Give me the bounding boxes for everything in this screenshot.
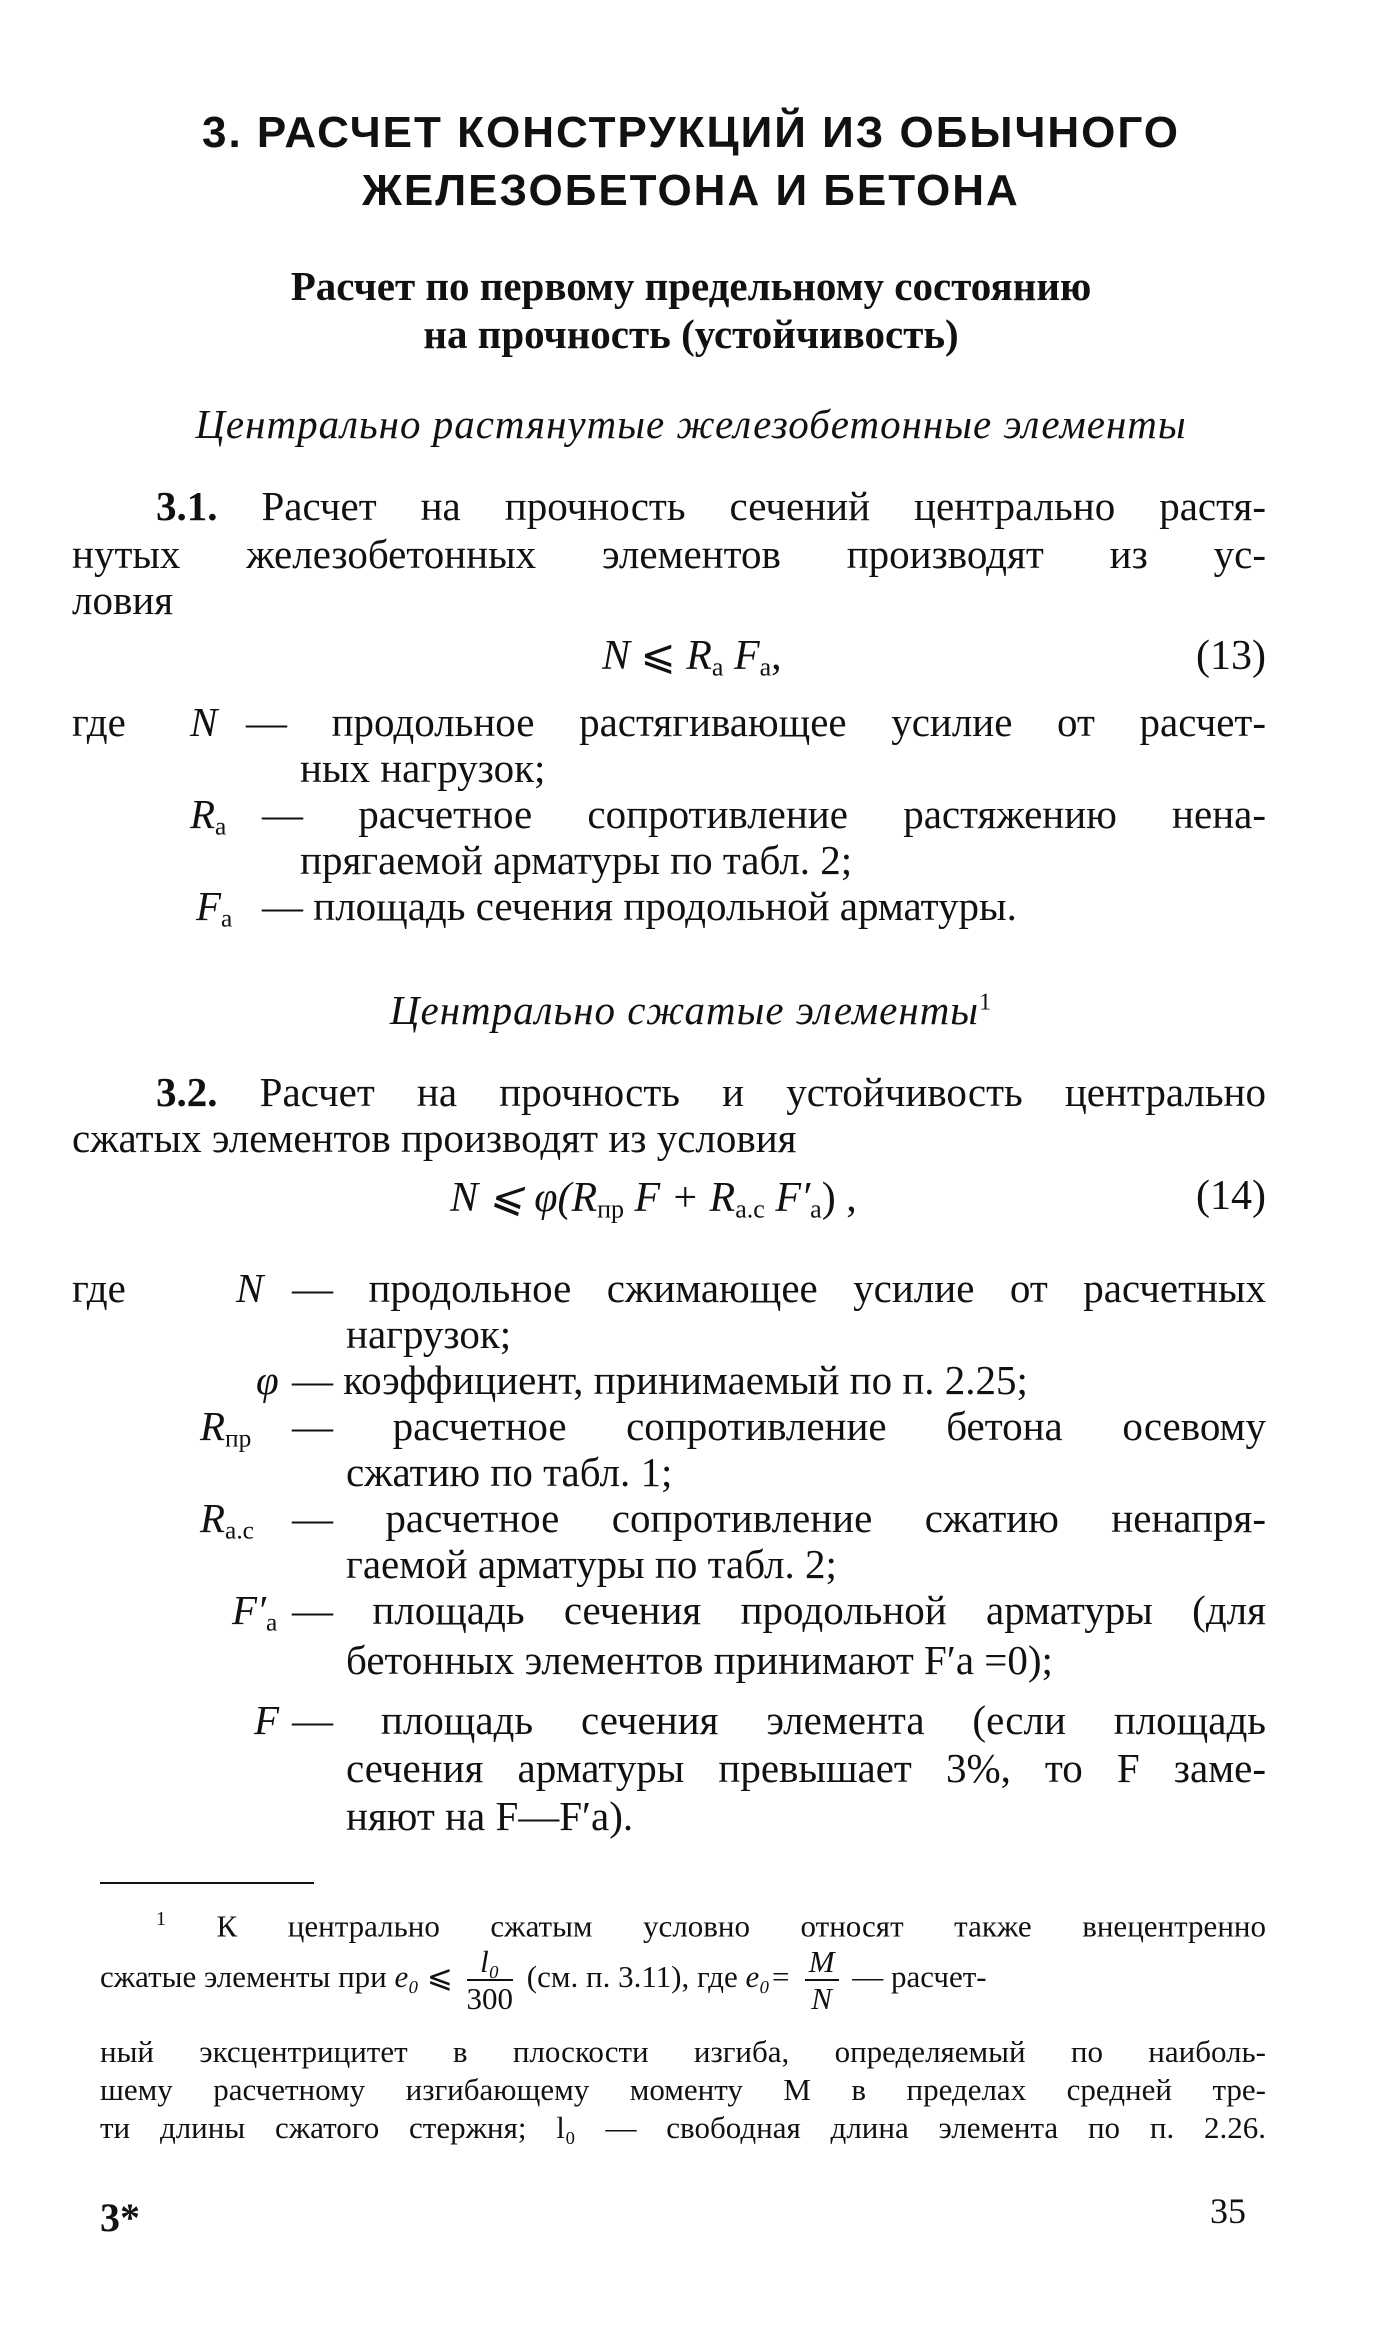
symbol-N: N xyxy=(236,1265,264,1311)
eq-subscript: а.с xyxy=(735,1194,765,1224)
section-title-compression xyxy=(0,986,1382,1034)
footnote-line5: ти длины сжатого стержня; l₀ — свободная длина элемента по п. 2.26. xyxy=(100,2110,1266,2145)
symbol-leq: ⩽ xyxy=(426,1959,453,1995)
fraction-numerator: l₀ xyxy=(467,1946,514,1981)
eq-subscript: пр xyxy=(597,1194,625,1224)
eq-subscript: а xyxy=(711,652,724,682)
def-text: — площадь сечения продольной арматуры. xyxy=(262,883,1017,929)
def-symbol xyxy=(200,1494,254,1545)
fraction-numerator: M xyxy=(805,1946,839,1981)
def-symbol xyxy=(196,882,232,933)
def-text-cont: няют на F—F′а). xyxy=(346,1793,634,1839)
symbol-e0: e₀ xyxy=(394,1959,420,1995)
def-text: — площадь сечения элемента (если площадь xyxy=(292,1697,1266,1743)
page-number: 35 xyxy=(1210,2191,1246,2231)
chapter-title-line1: 3. РАСЧЕТ КОНСТРУКЦИЙ ИЗ ОБЫЧНОГО xyxy=(202,108,1180,157)
def-text: — площадь сечения продольной арматуры (для xyxy=(292,1587,1266,1633)
def-text: — расчетное сопротивление бетона осевому xyxy=(292,1403,1266,1449)
equation-number-14: (14) xyxy=(1196,1173,1266,1219)
paragraph-number: 3.1. xyxy=(156,483,218,529)
paragraph-3-1-line1 xyxy=(156,482,1266,530)
footnote-text: К центрально сжатым условно относят также внецентренно xyxy=(216,1908,1266,1944)
footnote-text: — расчет- xyxy=(852,1959,987,1995)
def-text: — расчетное сопротивление растяжению нена- xyxy=(262,791,1266,837)
equation-13 xyxy=(602,630,782,683)
symbol-e0: e₀= xyxy=(745,1959,791,1995)
paragraph-number: 3.2. xyxy=(156,1069,218,1115)
footnote-line1 xyxy=(156,1908,1266,1944)
def-text: — расчетное сопротивление сжатию ненапря- xyxy=(292,1495,1266,1541)
fraction-denominator: 300 xyxy=(466,1981,514,2016)
footnote-line3: ный эксцентрицитет в плоскости изгиба, определяемый по наиболь- xyxy=(100,2034,1266,2069)
def-text: — продольное растягивающее усилие от расчет- xyxy=(246,699,1266,745)
footnote-text: (см. п. 3.11), где xyxy=(526,1959,738,1995)
subheading-line2: на прочность (устойчивость) xyxy=(423,311,959,357)
def-text-cont: прягаемой арматуры по табл. 2; xyxy=(300,837,853,883)
fraction-denominator: N xyxy=(811,1981,832,2016)
eq-symbol-R: R xyxy=(709,1175,736,1221)
symbol-phi: φ xyxy=(256,1357,279,1403)
eq-symbol-F-prime: F′ xyxy=(775,1175,811,1221)
fraction-l0-300 xyxy=(467,1946,514,2014)
chapter-title-line2: ЖЕЛЕЗОБЕТОНА И БЕТОНА xyxy=(362,166,1020,215)
footnote-mark: 1 xyxy=(156,1908,166,1930)
def-symbol xyxy=(190,790,226,841)
footnote-text: сжатые элементы при xyxy=(100,1959,387,1995)
symbol-N: N xyxy=(190,699,218,745)
fraction-M-N xyxy=(805,1946,839,2014)
eq-punctuation: , xyxy=(771,633,782,679)
symbol-subscript: пр xyxy=(225,1424,252,1453)
def-symbol xyxy=(200,1402,251,1453)
footnote-line2 xyxy=(100,1946,987,2014)
section-title-text: Центрально сжатые элементы xyxy=(389,987,980,1033)
symbol-F: F xyxy=(196,883,222,929)
def-text-cont: ных нагрузок; xyxy=(300,745,546,791)
footnote-line4: шему расчетному изгибающему моменту M в пределах средней тре- xyxy=(100,2072,1266,2107)
subheading-line1: Расчет по первому предельному состоянию xyxy=(290,263,1092,309)
where-label: где xyxy=(72,1265,126,1311)
eq-symbol-F: F + xyxy=(634,1175,700,1221)
symbol-subscript: а xyxy=(266,1608,278,1637)
symbol-F-prime: F′ xyxy=(232,1587,267,1633)
eq-close: ) , xyxy=(821,1175,857,1221)
paragraph-3-2-line1 xyxy=(156,1068,1266,1116)
eq-symbol-N: N xyxy=(602,633,631,679)
def-text: — коэффициент, принимаемый по п. 2.25; xyxy=(292,1357,1028,1403)
eq-symbol-R: R xyxy=(571,1175,598,1221)
def-symbol xyxy=(236,1264,263,1312)
symbol-F: F xyxy=(254,1697,280,1743)
footnote-separator xyxy=(100,1882,314,1884)
def-text-cont: бетонных элементов принимают F′а =0); xyxy=(346,1637,1053,1683)
footnote-reference: 1 xyxy=(979,989,993,1016)
eq-relation: ⩽ xyxy=(640,633,676,679)
paragraph-3-1-line3: ловия xyxy=(72,577,174,623)
def-symbol xyxy=(256,1356,279,1404)
where-label: где xyxy=(72,699,126,745)
eq-left: N ⩽ φ( xyxy=(450,1175,572,1221)
def-text: — продольное сжимающее усилие от расчетных xyxy=(292,1265,1266,1311)
eq-symbol-R: R xyxy=(686,633,712,679)
paragraph-text: Расчет на прочность и устойчивость центрально xyxy=(259,1069,1267,1115)
def-text-cont: нагрузок; xyxy=(346,1311,512,1357)
eq-symbol-F: F xyxy=(733,633,760,679)
def-text-cont: сечения арматуры превышает 3%, то F заме- xyxy=(346,1745,1266,1791)
def-text-cont: гаемой арматуры по табл. 2; xyxy=(346,1541,837,1587)
section-title-tension: Центрально растянутые железобетонные элементы xyxy=(195,401,1187,447)
signature-mark: 3* xyxy=(100,2195,140,2240)
symbol-subscript: а xyxy=(215,812,227,841)
paragraph-3-1-line2: нутых железобетонных элементов производят из ус- xyxy=(72,531,1266,577)
equation-number-13: (13) xyxy=(1196,633,1266,679)
symbol-R: R xyxy=(200,1403,226,1449)
eq-subscript: а xyxy=(759,652,772,682)
def-symbol xyxy=(232,1586,277,1637)
eq-subscript: а xyxy=(810,1194,822,1224)
def-symbol xyxy=(190,698,217,746)
def-symbol xyxy=(254,1696,279,1744)
symbol-R: R xyxy=(200,1495,226,1541)
paragraph-3-2-line2: сжатых элементов производят из условия xyxy=(72,1115,797,1161)
symbol-subscript: а.с xyxy=(225,1516,254,1545)
def-text-cont: сжатию по табл. 1; xyxy=(346,1449,673,1495)
symbol-subscript: а xyxy=(221,904,233,933)
equation-14 xyxy=(450,1172,857,1225)
symbol-R: R xyxy=(190,791,216,837)
paragraph-text: Расчет на прочность сечений центрально растя- xyxy=(261,483,1266,529)
